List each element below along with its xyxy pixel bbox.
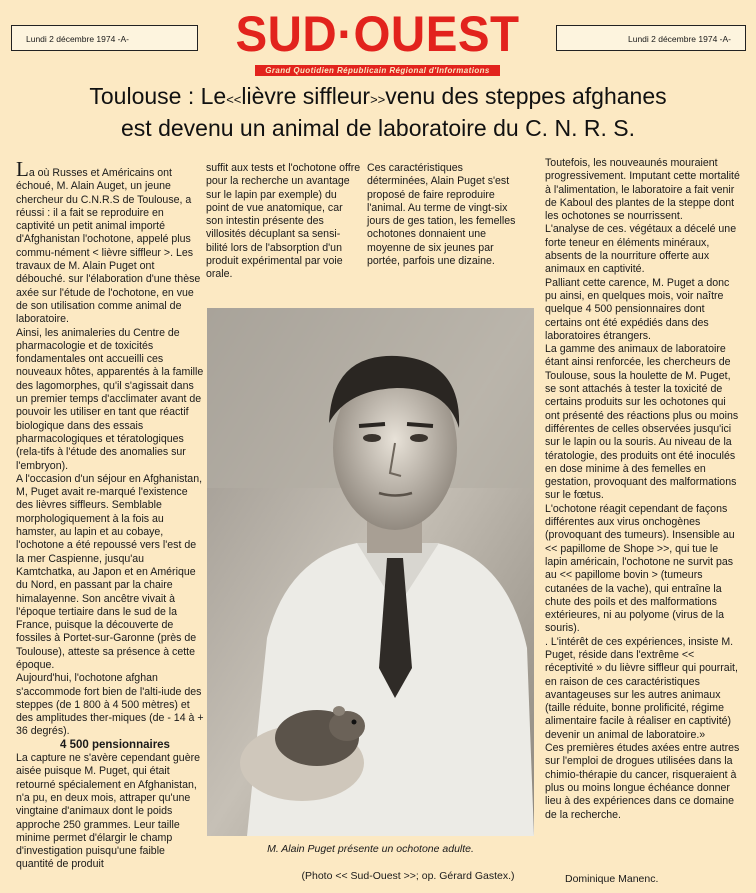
news-photo [207, 308, 534, 836]
article-column-1 [16, 157, 204, 872]
headline-part: Toulouse : Le [89, 83, 227, 109]
date-box-right [556, 25, 746, 51]
article-column-3 [367, 162, 527, 268]
headline-quote-close: >> [370, 92, 386, 107]
masthead-subtitle: Grand Quotidien Républicain Régional d'Informations [255, 65, 500, 76]
paragraph: . L'intérêt de ces expériences, insiste M. Puget, réside dans l'extrême << réceptivité » du lièvre siffleur qui pourrait, en raison de ces caractéristiques avantageuses sur les autres animaux (taille réduite, bonne prolificité, régime alimentaire facile à réaliser en captivité) devenir un animal de laboratoire.» [545, 635, 738, 741]
paragraph: La gamme des animaux de laboratoire étant ainsi renforcée, les chercheurs de Toulouse, sous la houlette de M. Puget, se sont attachés à tester la toxicité de certains produits sur les ochotones qui ont présenté des réactions plus ou moins différentes de celles observées jusqu'ici sur le lapin ou la souris. Au niveau de la tératologie, des produits ont été inoculés en dose minime à des femelles en gestation, provoquant des malformations sur le fœtus. [545, 343, 739, 502]
headline [0, 82, 756, 143]
paragraph [16, 157, 204, 327]
article-column-4 [545, 157, 740, 822]
photo-illustration [207, 308, 534, 836]
headline-part: lièvre siffleur [241, 83, 371, 109]
date-right: Lundi 2 décembre 1974 -A- [627, 34, 731, 44]
paragraph: L'ochotone réagit cependant de façons différentes aux virus onchogènes (provoquant des tumeurs). Insensible au << papillome de Shope >>, qui tue le lapin américain, l'ochotone ne survit pas au << papillome bovin > (tumeurs cutanées de la vache), qui entraîne la chute des poils et des malformations extérieures, ni au polyome (virus de la souris). [545, 502, 735, 635]
paragraph-text: a où Russes et Américains ont échoué, M. Alain Auget, un jeune chercheur du C.N.R.S de Toulouse, a réussi : il a fait se reproduire en captivité un petit animal importé d'Afghanistan l'ochotone, appelé plus commu-nément < lièvre siffleur >. Les travaux de M. Alain Puget ont débouché. sur l'élaboration d'une thèse axée sur l'étude de l'ochotone, en vue de son utilisation comme animal de laboratoire. [16, 167, 201, 326]
masthead-title: SUD·OUEST [235, 6, 520, 62]
paragraph: Aujourd'hui, l'ochotone afghan s'accommode fort bien de l'alti-iude des steppes (de 1 800 à 4 500 mètres) et des amplitudes ther-miques (de - 14 à + 36 degrés). [16, 672, 204, 738]
drop-cap: L [16, 157, 29, 181]
subheading: 4 500 pensionnaires [60, 738, 170, 751]
paragraph: La capture ne s'avère cependant guère aisée puisque M. Puget, qui était retourné spécialement en Afghanistan, n'a pu, en deux mois, attraper qu'une vingtaine d'animaux dont le poids approche 250 grammes. Leur taille minime permet d'élargir le champ d'investigation puisqu'une faible quantité de produit [16, 752, 201, 871]
paragraph: A l'occasion d'un séjour en Afghanistan, M, Puget avait re-marqué l'existence des lièvres siffleurs. Semblable morphologiquement à la fois au hamster, au lapin et au cobaye, l'ochotone a été repoussé vers l'est de la mer Caspienne, jusqu'au Kamtchatka, au Japon et en Amérique du Nord, en passant par la chaire himalayenne. Son ancêtre vivait à l'époque tertiaire dans le sud de la France, puisque la découverte de fossiles à Portet-sur-Garonne (près de Toulouse), atteste sa présence à cette époque. [16, 472, 203, 671]
photo-credit: (Photo << Sud-Ouest >>; op. Gérard Gastex.) [301, 870, 515, 882]
photo-caption: M. Alain Puget présente un ochotone adulte. [267, 843, 474, 855]
headline-line-2: est devenu un animal de laboratoire du C. N. R. S. [121, 115, 635, 141]
paragraph: L'analyse de ces. végétaux a décelé une forte teneur en éléments minéraux, absents de la nourriture offerte aux animaux en captivité. [545, 223, 737, 276]
date-box-left [11, 25, 198, 51]
paragraph: suffit aux tests et l'ochotone offre pour la recherche un avantage sur le lapin par exemple) du point de vue anatomique, car son intestin présente des villosités décuplant sa sensi-bilité lors de l'absorption d'un produit expérimental par voie orale. [206, 162, 361, 281]
headline-line-1 [0, 82, 756, 114]
paragraph: Palliant cette carence, M. Puget a donc pu ainsi, en quelques mois, voir naître quelque 4 500 pensionnaires dont certains ont été expédiés dans des laboratoires étrangers. [545, 276, 730, 342]
paragraph: Ces premières études axées entre autres sur l'emploi de drogues utilisées dans la chimio-thérapie du cancer, risqueraient à plus ou moins longue échéance donner lieu à des expériences dans ce domaine de la recherche. [545, 742, 740, 821]
article-column-2 [206, 162, 361, 282]
paragraph: Ainsi, les animaleries du Centre de pharmacologie et de toxicités fondamentales ont accueilli ces nouveaux hôtes, apparentés à la famille des lagomorphes, qu'il s'agissait dans un premier temps d'acclimater avant de pouvoir les utiliser en tant que réactif biologique dans des essais pharmacologiques et tératologiques (rela-tifs à l'étude des anomalies sur l'embryon). [16, 326, 204, 472]
headline-part: venu des steppes afghanes [385, 83, 667, 109]
headline-quote-open: << [226, 92, 242, 107]
masthead [210, 8, 545, 78]
author-signature: Dominique Manenc. [565, 873, 659, 885]
date-left: Lundi 2 décembre 1974 -A- [26, 34, 130, 44]
paragraph: Ces caractéristiques déterminées, Alain Puget s'est proposé de faire reproduire l'animal. Au terme de vingt-six jours de ges tation, les femelles ochotones donnaient une moyenne de six jeunes par portée, parfois une dizaine. [367, 162, 516, 268]
paragraph: Toutefois, les nouveaunés mouraient progressivement. Imputant cette mortalité à l'alimentation, le laboratoire a fait venir de Kaboul des plantes de la steppe dont les ochotones se nourrissent. [545, 157, 740, 223]
